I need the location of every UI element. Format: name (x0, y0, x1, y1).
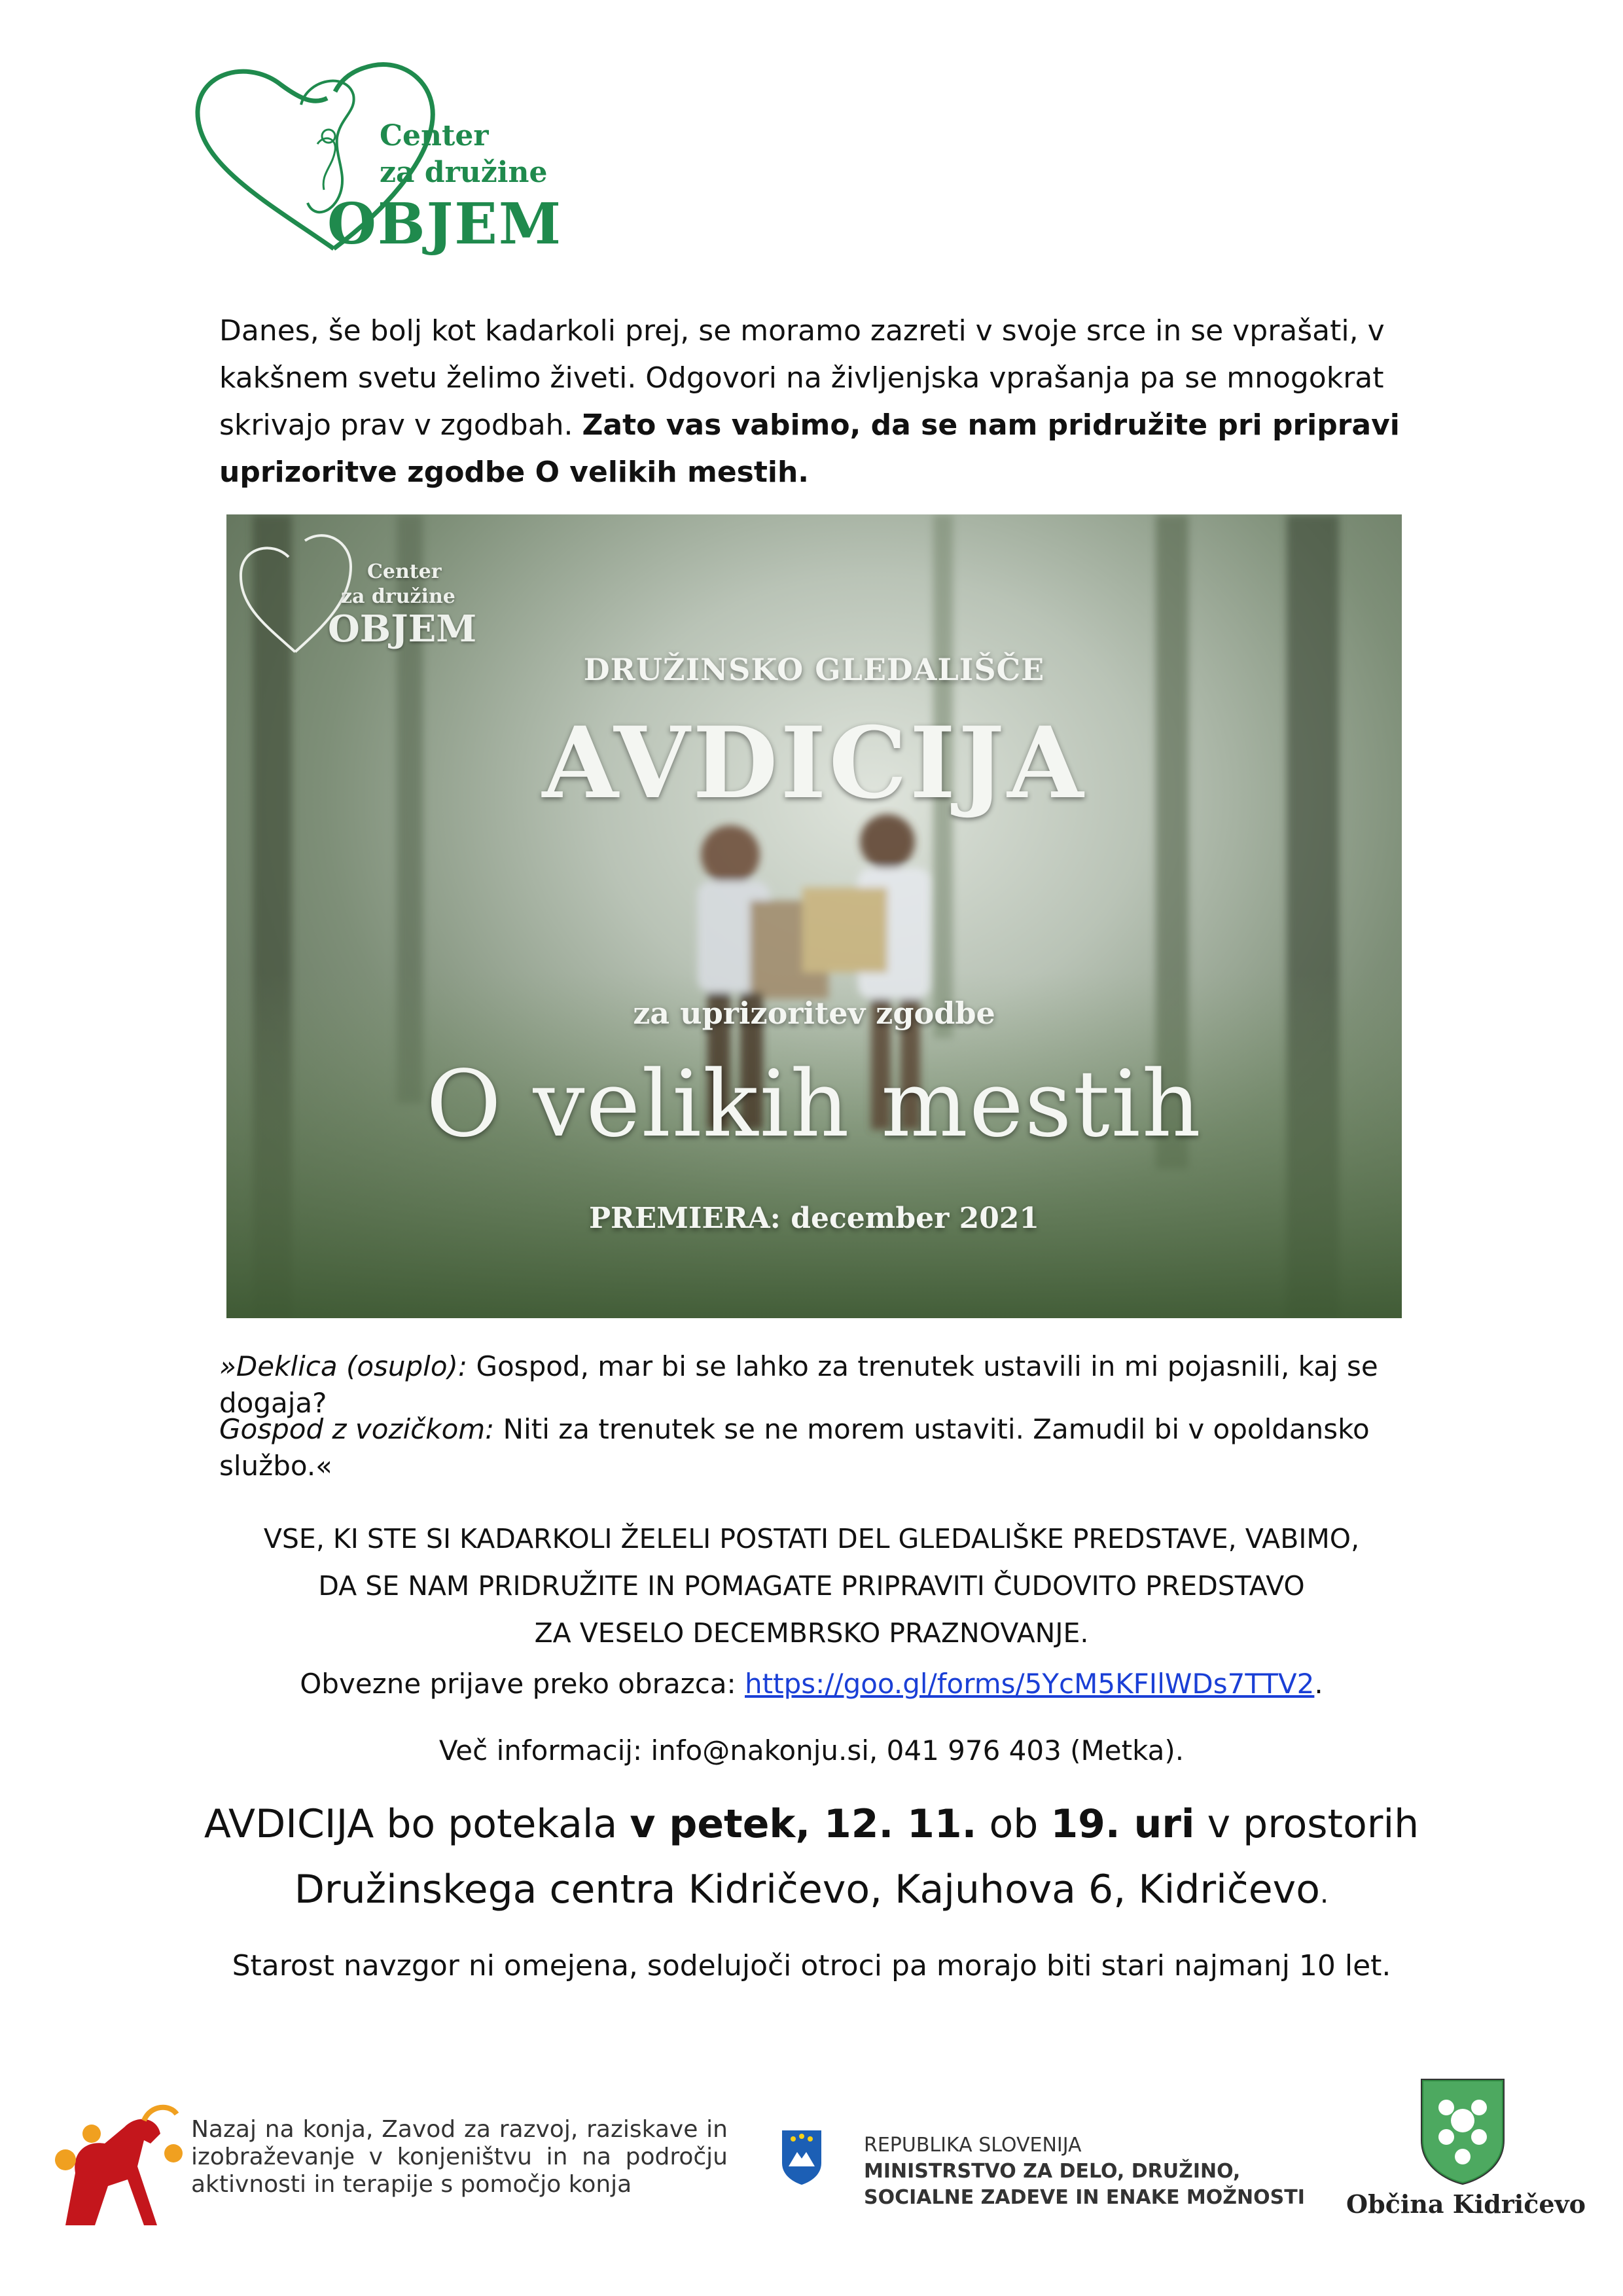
invitation-line: VSE, KI STE SI KADARKOLI ŽELELI POSTATI DEL GLEDALIŠKE PREDSTAVE, VABIMO, (263, 1523, 1360, 1554)
quote-text-gentleman: Niti za trenutek se ne morem ustaviti. Zamudil bi v opoldansko službo.« (219, 1413, 1370, 1482)
ministry-name (864, 2132, 1305, 2211)
audition-line-1 (157, 1801, 1466, 1847)
poster-logo-objem: OBJEM (328, 607, 477, 651)
poster-story-title: O velikih mestih (426, 1051, 1202, 1158)
logo-line-za-druzine: za družine (380, 156, 548, 189)
audition-period: . (1319, 1877, 1329, 1909)
invitation-block (157, 1515, 1466, 1657)
poster-subtitle: za uprizoritev zgodbe (633, 996, 995, 1031)
audition-line-2 (157, 1867, 1466, 1912)
logo-line-center: Center (380, 119, 489, 152)
audition-poster (226, 514, 1402, 1318)
audition-date: v petek, 12. 11. (630, 1801, 977, 1847)
invitation-line: ZA VESELO DECEMBRSKO PRAZNOVANJE. (534, 1617, 1089, 1649)
poster-title: AVDICIJA (542, 706, 1086, 821)
audition-time: 19. uri (1050, 1801, 1195, 1847)
poster-kicker: DRUŽINSKO GLEDALIŠČE (583, 652, 1045, 687)
signup-line (157, 1668, 1466, 1700)
municipality-name: Občina Kidričevo (1346, 2189, 1586, 2219)
kidricevo-coat-of-arms-icon (1417, 2075, 1508, 2186)
intro-paragraph (219, 308, 1404, 496)
signup-label: Obvezne prijave preko obrazca: (300, 1668, 745, 1700)
ministry-line: REPUBLIKA SLOVENIJA (864, 2134, 1082, 2157)
quote-speaker-gentleman: Gospod z vozičkom: (219, 1413, 495, 1445)
ministry-line: SOCIALNE ZADEVE IN ENAKE MOŽNOSTI (864, 2186, 1305, 2209)
intro-bold-text: Zato vas vabimo, da se nam pridružite pri pripravi uprizoritve zgodbe O velikih mestih. (219, 408, 1400, 489)
audition-text: v prostorih (1194, 1801, 1419, 1847)
poster-logo-center: Center (367, 560, 442, 583)
nakonju-description: Nazaj na konja, Zavod za razvoj, raziskave in izobraževanje v konjeništvu in na področju aktivnosti in terapije s pomočjo konja (191, 2116, 728, 2198)
signup-form-link[interactable]: https://goo.gl/forms/5YcM5KFIlWDs7TTV2 (745, 1668, 1315, 1700)
age-requirement: Starost navzgor ni omejena, sodelujoči otroci pa morajo biti stari najmanj 10 let. (232, 1949, 1391, 1982)
ministry-line: MINISTRSTVO ZA DELO, DRUŽINO, (864, 2160, 1241, 2183)
quote-text-girl: Gospod, mar bi se lahko za trenutek ustavili in mi pojasnili, kaj se dogaja? (219, 1350, 1378, 1419)
quote-line-gentleman (219, 1411, 1463, 1484)
audition-location: Družinskega centra Kidričevo, Kajuhova 6, Kidričevo (294, 1867, 1320, 1912)
signup-period: . (1314, 1668, 1323, 1700)
audition-text: AVDICIJA bo potekala (204, 1801, 630, 1847)
contact-info: Več informacij: info@nakonju.si, 041 976 403 (Metka). (438, 1734, 1185, 1767)
intro-text: Danes, še bolj kot kadarkoli prej, se moramo zazreti v svoje srce in se vprašati, v kakšnem svetu želimo živeti. Odgovori na življenjska vprašanja pa se mnogokrat skrivajo prav v zgodbah. (219, 314, 1385, 442)
slovenia-coat-of-arms-icon (779, 2127, 825, 2186)
audition-text: ob (976, 1801, 1051, 1847)
poster-logo-za-druzine: za družine (341, 585, 455, 608)
quote-speaker-girl: »Deklica (osuplo): (219, 1350, 468, 1382)
horse-logo-icon (46, 2094, 190, 2238)
logo-line-objem: OBJEM (327, 191, 563, 257)
poster-premiere: PREMIERA: december 2021 (588, 1202, 1040, 1235)
invitation-line: DA SE NAM PRIDRUŽITE IN POMAGATE PRIPRAVITI ČUDOVITO PREDSTAVO (318, 1570, 1305, 1602)
